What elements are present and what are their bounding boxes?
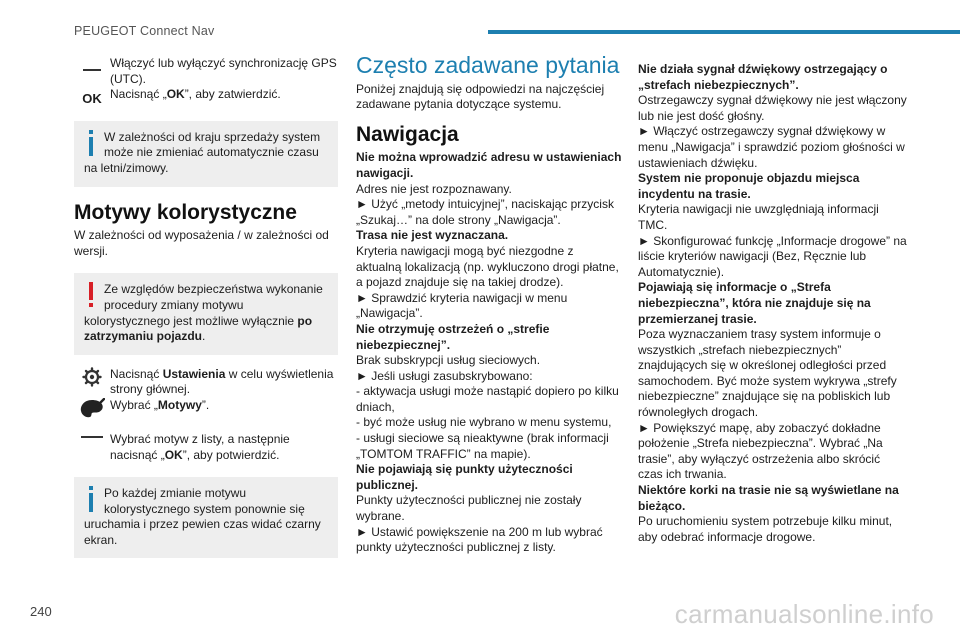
faq-question: Pojawiają się informacje o „Strefa niebezpieczna”, która nie znajduje się na przemierzanej trasie. xyxy=(638,280,871,326)
faq-solution: ► Skonfigurować funkcję „Informacje drogowe” na liście kryteriów nawigacji (Bez, Ręcznie lub Automatycznie). xyxy=(638,233,907,279)
section-title-navigation: Nawigacja xyxy=(356,122,459,146)
info-icon xyxy=(84,130,104,160)
column-left xyxy=(74,56,338,570)
choose-step xyxy=(74,432,338,463)
faq-question: Nie działa sygnał dźwiękowy ostrzegający o „strefach niebezpiecznych”. xyxy=(638,62,888,92)
watermark: carmanualsonline.info xyxy=(674,599,934,629)
faq-solution: ► Ustawić powiększenie na 200 m lub wybrać punkty użyteczności publicznej z listy. xyxy=(356,524,603,555)
sync-text: Włączyć lub wyłączyć synchronizację GPS (UTC). xyxy=(110,56,337,86)
header-accent-bar xyxy=(488,30,960,34)
faq-question: Trasa nie jest wyznaczana. xyxy=(356,228,509,243)
faq-cause: Po uruchomieniu system potrzebuje kilku minut, aby odebrać informacje drogowe. xyxy=(638,514,893,544)
faq-question: Nie pojawiają się punkty użyteczności publicznej. xyxy=(356,462,573,492)
faq-solution: ► Włączyć ostrzegawczy sygnał dźwiękowy w menu „Nawigacja” i sprawdzić poziom głośności w ustawieniach dźwięku. xyxy=(638,124,905,170)
warning-box-safety: Ze względów bezpieczeństwa wykonanie procedury zmiany motywu kolorystycznego jest możliwe wyłącznie po zatrzymaniu pojazdu. xyxy=(74,273,338,354)
faq-question: Nie otrzymuję ostrzeżeń o „strefie niebezpiecznej”. xyxy=(356,321,550,352)
ok-step xyxy=(74,87,338,107)
themes-step xyxy=(74,398,338,420)
section-title-themes: Motywy kolorystyczne xyxy=(74,200,297,224)
faq-cause: Kryteria nawigacji mogą być niezgodne z aktualną lokalizacją (np. wykluczono drogi płatne, a pojazd znajduje się na takiej drodze). xyxy=(356,243,619,290)
faq-question: Niektóre korki na trasie nie są wyświetlane na bieżąco. xyxy=(638,483,899,513)
running-header: PEUGEOT Connect Nav xyxy=(74,24,215,38)
warning-icon xyxy=(84,282,104,312)
faq-title: Często zadawane pytania xyxy=(356,52,620,78)
sync-step xyxy=(74,56,338,87)
faq-solution: ► Użyć „metody intuicyjnej”, naciskając przycisk „Szukaj…” na dole strony „Nawigacja”. xyxy=(356,197,614,227)
faq-question: System nie proponuje objazdu miejsca incydentu na trasie. xyxy=(638,171,860,201)
info-box-restart: Po każdej zmianie motywu kolorystycznego system ponownie się uruchamia i przez pewien czas widać czarny ekran. xyxy=(74,477,338,558)
faq-question: Nie można wprowadzić adresu w ustawieniach nawigacji. xyxy=(356,150,622,180)
list-icon xyxy=(74,432,110,446)
column-right xyxy=(638,62,908,545)
choose-text: Wybrać motyw z listy, a następnie nacisnąć „OK”, aby potwierdzić. xyxy=(110,431,290,462)
faq-cause: Brak subskrypcji usług sieciowych. xyxy=(356,353,541,368)
settings-step xyxy=(74,367,338,398)
faq-intro: Poniżej znajdują się odpowiedzi na najczęściej zadawane pytania dotyczące systemu. xyxy=(356,81,605,112)
faq-cause: Adres nie jest rozpoznawany. xyxy=(356,181,512,196)
column-middle xyxy=(356,52,622,556)
settings-text: Nacisnąć Ustawienia w celu wyświetlenia strony głównej. xyxy=(110,366,334,397)
palette-icon xyxy=(74,398,110,420)
faq-cause: Poza wyznaczaniem trasy system informuje o wszystkich „strefach niebezpiecznych” znajdujących się w określonej odległości przed samochodem. Być może system wykrywa „strefy niebezpieczne” znajdujące się na pobliskich lub równoległych drogach. xyxy=(638,327,897,420)
themes-text: Wybrać „Motywy”. xyxy=(110,397,210,412)
faq-cause: Punkty użyteczności publicznej nie zostały wybrane. xyxy=(356,493,582,524)
ok-text: Nacisnąć „OK”, aby zatwierdzić. xyxy=(110,87,281,102)
info-icon xyxy=(84,486,104,516)
themes-intro: W zależności od wyposażenia / w zależności od wersji. xyxy=(74,228,329,258)
faq-list-item: - usługi sieciowe są nieaktywne (brak informacji „TOMTOM TRAFFIC” na mapie). xyxy=(356,431,609,461)
info-box-summer-time: W zależności od kraju sprzedaży system może nie zmieniać automatycznie czasu na letni/zimowy. xyxy=(74,121,338,187)
ok-icon: OK xyxy=(82,91,102,107)
faq-cause: Kryteria nawigacji nie uwzględniają informacji TMC. xyxy=(638,202,879,232)
settings-icon xyxy=(74,367,110,387)
faq-list xyxy=(356,150,622,555)
page-number: 240 xyxy=(30,604,52,619)
faq-list-item: - aktywacja usługi może nastąpić dopiero po kilku dniach, xyxy=(356,384,619,414)
toggle-icon xyxy=(74,56,110,72)
faq-cause: Ostrzegawczy sygnał dźwiękowy nie jest włączony lub nie jest dość głośny. xyxy=(638,93,907,123)
faq-list-item: - być może usług nie wybrano w menu systemu, xyxy=(356,415,612,430)
faq-solution: ► Powiększyć mapę, aby zobaczyć dokładne położenie „Strefa niebezpieczna”. Wybrać „Na trasie”, aby wyłączyć ostrzeżenia albo skrócić czas ich trwania. xyxy=(638,420,883,482)
faq-solution: ► Jeśli usługi zasubskrybowano: xyxy=(356,368,533,383)
faq-solution: ► Sprawdzić kryteria nawigacji w menu „Nawigacja”. xyxy=(356,290,568,321)
